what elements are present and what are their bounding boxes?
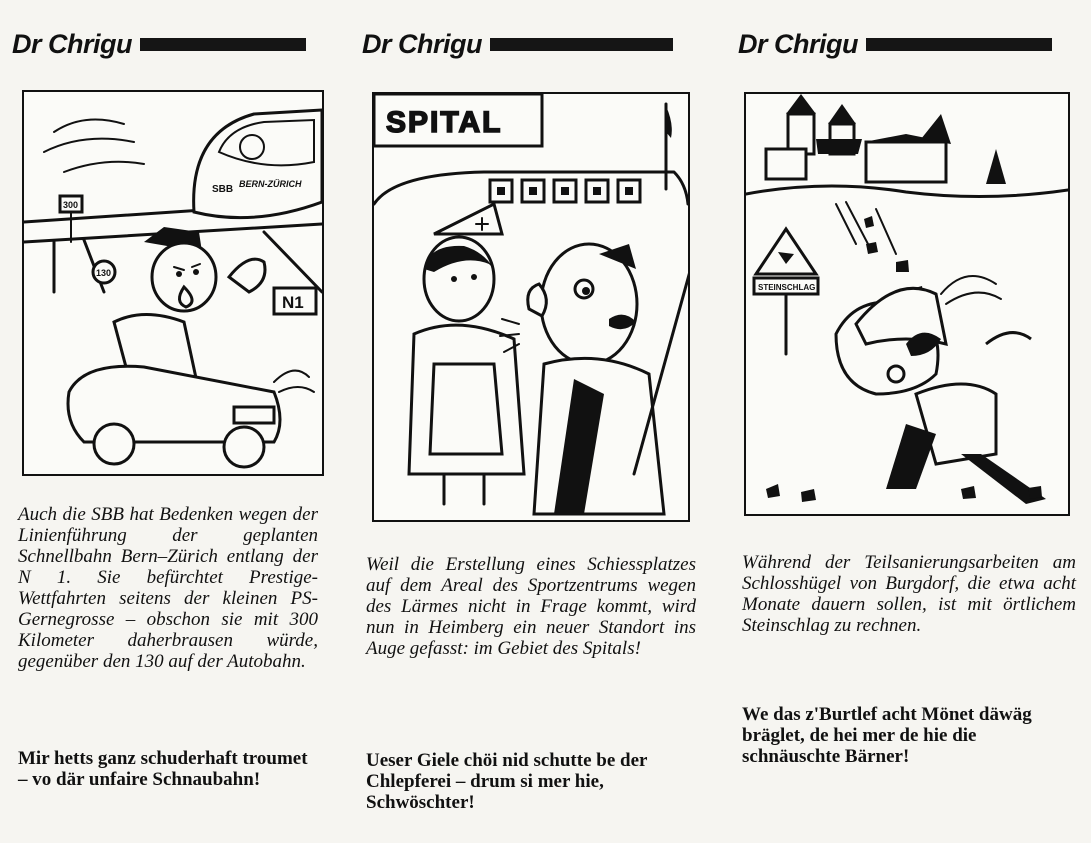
cartoon-drawing	[746, 94, 1068, 514]
castle	[766, 94, 1006, 184]
spital-sign: SPITAL	[386, 106, 503, 139]
column-header	[362, 24, 673, 64]
shooting-targets	[490, 180, 640, 202]
column-3	[738, 0, 1078, 843]
caption: Während der Teilsanierungsarbeiten am Schlosshügel von Burgdorf, die etwa acht Monate dauern sollen, ist mit örtlichem Steinschlag zu rechnen.	[742, 552, 1076, 636]
cartoon-panel	[372, 92, 690, 522]
caption: Weil die Erstellung eines Schiessplatzes auf dem Areal des Sportzentrums wegen des Lärmes nicht in Frage kommt, wird nun in Heimberg ein neuer Standort ins Auge gefasst: im Gebiet des Spitals!	[366, 554, 696, 659]
header-title: Dr Chrigu	[738, 28, 858, 59]
punchline: We das z'Burtlef acht Mönet däwäg bräglet, de hei mer de hie die schnäuschte Bärner!	[742, 704, 1032, 767]
train-label-sbb: SBB	[212, 184, 234, 195]
cartoon-panel	[744, 92, 1070, 516]
column-1	[12, 0, 322, 843]
cartoon-drawing	[24, 92, 322, 474]
train-label-route: BERN-ZÜRICH	[239, 179, 302, 189]
column-2	[362, 0, 702, 843]
header-title: Dr Chrigu	[12, 28, 132, 59]
cartoon-drawing	[374, 94, 688, 520]
steinschlag-sign: STEINSCHLAG	[758, 283, 816, 292]
sign-300: 300	[63, 200, 79, 210]
punchline: Mir hetts ganz schuderhaft troumet – vo där unfaire Schnaubahn!	[18, 748, 308, 790]
sign-130: 130	[96, 268, 112, 278]
caption: Auch die SBB hat Bedenken wegen der Linienführung der geplanten Schnellbahn Bern–Zürich entlang der N 1. Sie befürchtet Prestige-Wettfahrten seitens der kleinen PS-Gernegrosse – obschon sie mit 300 Kilometer daherbrausen würde, gegenüber den 130 auf der Autobahn.	[18, 504, 318, 672]
cartoon-panel	[22, 90, 324, 476]
header-rule	[140, 38, 306, 51]
header-rule	[490, 38, 673, 51]
header-title: Dr Chrigu	[362, 28, 482, 59]
sign-n1: N1	[282, 293, 304, 312]
header-rule	[866, 38, 1052, 51]
column-header	[738, 24, 1052, 64]
column-header	[12, 24, 306, 64]
punchline: Ueser Giele chöi nid schutte be der Chlepferei – drum si mer hie, Schwöschter!	[366, 750, 648, 813]
